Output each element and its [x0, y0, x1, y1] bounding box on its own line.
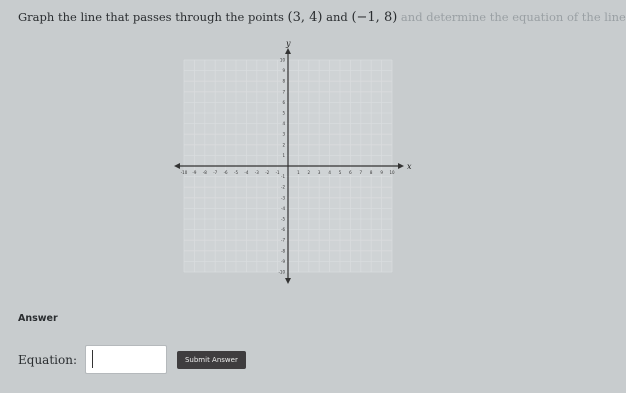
x-axis-arrow-right — [398, 163, 404, 169]
y-tick-label: -2 — [281, 184, 285, 190]
question-text — [18, 10, 626, 25]
x-tick-label: -3 — [254, 170, 259, 175]
x-tick-label: 1 — [297, 170, 300, 175]
y-tick-label: 5 — [282, 110, 285, 116]
y-tick-label: -6 — [281, 227, 285, 233]
x-tick-label: 10 — [389, 170, 395, 175]
question-prefix: Graph the line that passes through the points — [18, 10, 288, 24]
y-tick-label: -9 — [281, 258, 285, 264]
point-2: (−1, 8) — [351, 10, 398, 25]
question-suffix: and determine the equation of the line — [397, 10, 626, 24]
question-and: and — [322, 10, 352, 24]
point-1: (3, 4) — [287, 10, 323, 25]
equation-input[interactable] — [85, 345, 167, 374]
x-tick-label: 5 — [338, 170, 342, 175]
y-tick-label: -4 — [281, 205, 285, 211]
y-tick-label: -8 — [281, 248, 285, 254]
equation-row — [18, 345, 246, 374]
x-tick-label: -5 — [234, 170, 238, 175]
y-tick-label: 7 — [282, 89, 285, 95]
y-tick-label: 6 — [282, 99, 285, 105]
answer-heading: Answer — [18, 313, 58, 324]
x-tick-label: 4 — [328, 170, 331, 175]
text-cursor — [92, 350, 93, 368]
y-tick-label: 8 — [282, 78, 285, 84]
y-axis-arrow-down — [285, 278, 291, 284]
x-tick-label: 7 — [359, 170, 363, 175]
graph-canvas[interactable] — [172, 40, 412, 288]
coordinate-graph[interactable] — [172, 40, 412, 288]
y-tick-label: -5 — [281, 216, 285, 222]
y-axis-arrow-up — [285, 48, 291, 54]
y-axis-label: y — [286, 39, 291, 48]
x-tick-label: 2 — [307, 170, 311, 175]
x-tick-label: -10 — [180, 170, 188, 175]
x-tick-label: -8 — [202, 170, 207, 175]
y-tick-label: 4 — [282, 121, 285, 127]
y-tick-label: -10 — [278, 269, 285, 275]
y-tick-label: 3 — [282, 131, 285, 137]
x-tick-label: 3 — [317, 170, 321, 175]
y-tick-label: -3 — [281, 195, 285, 201]
x-axis-arrow-left — [174, 163, 180, 169]
x-tick-label: 6 — [349, 170, 352, 175]
y-tick-label: 2 — [282, 142, 285, 148]
x-tick-label: -4 — [244, 170, 249, 175]
x-tick-label: -6 — [223, 170, 228, 175]
x-tick-label: -7 — [213, 170, 218, 175]
y-tick-label: 10 — [279, 57, 285, 63]
x-tick-label: 8 — [369, 170, 373, 175]
y-tick-label: 9 — [282, 68, 285, 74]
x-tick-label: -1 — [275, 170, 280, 175]
x-axis-label: x — [407, 162, 412, 171]
x-tick-label: -9 — [192, 170, 197, 175]
y-tick-label: -7 — [281, 237, 285, 243]
y-tick-label: -1 — [281, 174, 285, 180]
submit-answer-button[interactable]: Submit Answer — [177, 351, 246, 369]
x-tick-label: -2 — [265, 170, 270, 175]
x-tick-label: 9 — [380, 170, 383, 175]
y-tick-label: 1 — [282, 152, 285, 158]
equation-label: Equation: — [18, 352, 77, 367]
